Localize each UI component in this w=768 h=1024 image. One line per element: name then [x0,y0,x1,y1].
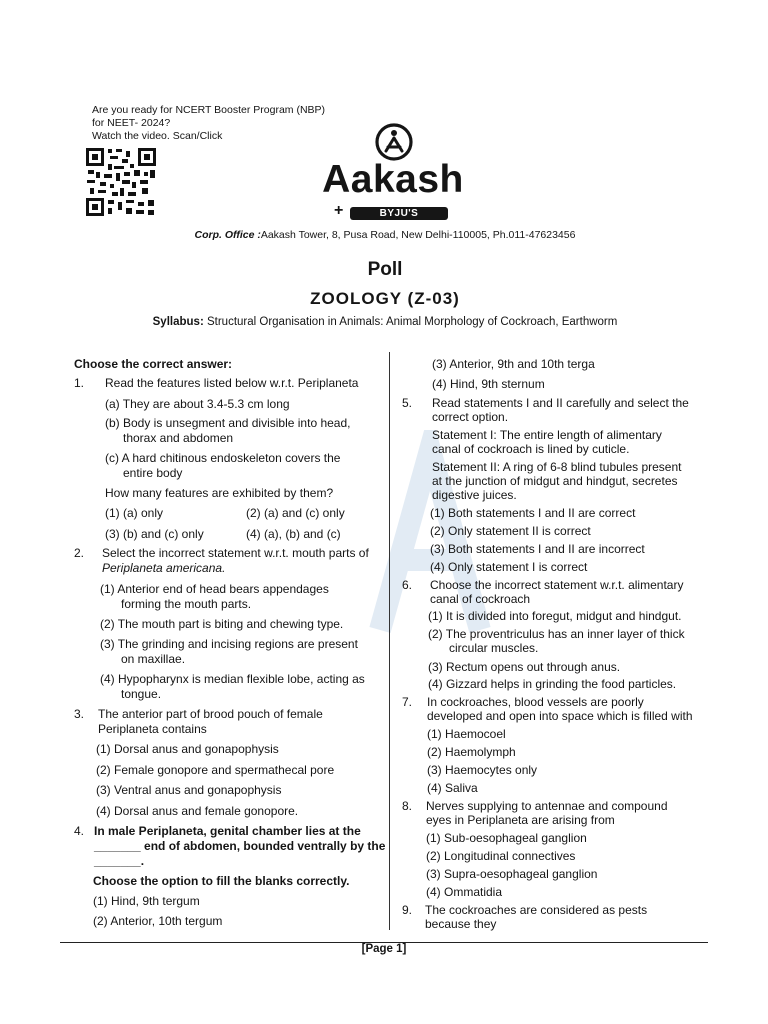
question-line: forming the mouth parts. [121,597,252,611]
syllabus-label: Syllabus: [152,316,204,328]
question-line: (3) Haemocytes only [427,763,538,777]
question-line: (4) Gizzard helps in grinding the food particles. [428,677,677,691]
qr-code-icon[interactable] [84,146,158,218]
question-line: (3) The grinding and incising regions are present [100,637,358,651]
question-line: _______ end of abdomen, bounded ventrally by the [94,839,386,853]
question-line: (1) (a) only [105,506,164,520]
promo-line-2: for NEET- 2024? [92,117,171,129]
question-line: Periplaneta americana. [102,561,226,575]
question-line: (3) Supra-oesophageal ganglion [426,867,598,881]
question-line: (2) The mouth part is biting and chewing type. [100,617,344,631]
question-stem: The anterior part of brood pouch of female [98,707,323,721]
question-number: 8. [402,799,413,813]
question-line: (4) Only statement I is correct [430,560,588,574]
question-line: because they [425,917,497,931]
question-line: _______. [94,854,145,868]
question-line: (a) They are about 3.4-5.3 cm long [105,397,290,411]
question-line: (1) Both statements I and II are correct [430,506,636,520]
question-stem: Read the features listed below w.r.t. Periplaneta [105,376,359,390]
question-line: on maxillae. [121,652,186,666]
question-line: canal of cockroach [430,592,531,606]
question-line: canal of cockroach is lined by cuticle. [432,442,630,456]
question-line: (3) Both statements I and II are incorrect [430,542,645,556]
question-stem: Choose the incorrect statement w.r.t. alimentary [430,578,684,592]
aakash-logo-icon [374,122,414,162]
question-number: 6. [402,578,413,592]
question-stem: Read statements I and II carefully and select the [432,396,689,410]
question-line: eyes in Periplaneta are arising from [426,813,615,827]
question-line: developed and open into space which is filled with [427,709,693,723]
question-number: 7. [402,695,413,709]
question-line: Statement I: The entire length of alimentary [432,428,662,442]
question-line: at the junction of midgut and hindgut, secretes [432,474,678,488]
question-number: 2. [74,546,85,560]
question-line: (2) Female gonopore and spermathecal pore [96,763,335,777]
question-line: (4) Hypopharynx is median flexible lobe, acting as [100,672,365,686]
question-stem: Nerves supplying to antennae and compound [426,799,668,813]
question-line: (1) Anterior end of head bears appendages [100,582,329,596]
question-line: (3) (b) and (c) only [105,527,204,541]
question-stem: The cockroaches are considered as pests [425,903,648,917]
question-line: (2) Only statement II is correct [430,524,591,538]
question-line: tongue. [121,687,162,701]
question-line: (3) Rectum opens out through anus. [428,660,621,674]
question-number: 4. [74,824,85,838]
question-line: (2) Haemolymph [427,745,516,759]
question-line: (4) Ommatidia [426,885,503,899]
question-line: thorax and abdomen [123,431,234,445]
question-line: (b) Body is unsegment and divisible into head, [105,416,351,430]
syllabus-text: Structural Organisation in Animals: Animal Morphology of Cockroach, Earthworm [206,316,618,328]
subject-heading: ZOOLOGY (Z-03) [310,289,460,308]
question-line: (2) Anterior, 10th tergum [93,914,223,928]
question-line: digestive juices. [432,488,517,502]
question-stem: In cockroaches, blood vessels are poorly [427,695,644,709]
syllabus-line [100,316,670,328]
page-title: Poll [367,259,403,280]
corp-office-address: Aakash Tower, 8, Pusa Road, New Delhi-110005, Ph.011-47623456 [260,229,576,241]
question-number: 5. [402,396,413,410]
question-line: How many features are exhibited by them? [105,486,334,500]
question-line: (4) Hind, 9th sternum [432,377,545,391]
column-divider [389,352,390,930]
question-number: 3. [74,707,85,721]
sub-brand-label: BYJU'S [350,207,448,220]
question-line: (3) Anterior, 9th and 10th terga [432,357,595,371]
question-line: (c) A hard chitinous endoskeleton covers the [105,451,341,465]
question-line: (4) Dorsal anus and female gonopore. [96,804,299,818]
question-line: (1) Hind, 9th tergum [93,894,200,908]
question-line: (3) Ventral anus and gonapophysis [96,783,282,797]
brand-name: Aakash [322,158,464,201]
question-number: 9. [402,903,413,917]
question-line: entire body [123,466,183,480]
ncert-booster-promo[interactable] [92,104,352,143]
question-line: (2) (a) and (c) only [246,506,345,520]
question-line: (2) Longitudinal connectives [426,849,576,863]
question-number: 1. [74,376,85,390]
question-line: (4) Saliva [427,781,478,795]
promo-line-1: Are you ready for NCERT Booster Program (NBP) [92,104,326,116]
question-line: (1) It is divided into foregut, midgut and hindgut. [428,609,682,623]
page-number: [Page 1] [361,943,407,955]
question-line: (1) Dorsal anus and gonapophysis [96,742,279,756]
byjus-badge: + BYJU'S [340,206,458,222]
question-stem: In male Periplaneta, genital chamber lies at the [94,824,361,838]
question-line: Choose the correct answer: [74,357,233,371]
question-line: Periplaneta contains [98,722,207,736]
question-line: Statement II: A ring of 6-8 blind tubules present [432,460,682,474]
promo-line-3: Watch the video. Scan/Click [92,130,223,142]
question-stem: Select the incorrect statement w.r.t. mouth parts of [102,546,369,560]
question-line: circular muscles. [449,641,539,655]
question-line: correct option. [432,410,509,424]
corp-office-label: Corp. Office : [194,229,261,241]
question-line: (2) The proventriculus has an inner layer of thick [428,627,685,641]
question-line: (1) Haemocoel [427,727,506,741]
question-line: Choose the option to fill the blanks correctly. [93,874,350,888]
corp-office-line [150,229,620,241]
question-line: (4) (a), (b) and (c) [246,527,341,541]
question-line: (1) Sub-oesophageal ganglion [426,831,587,845]
